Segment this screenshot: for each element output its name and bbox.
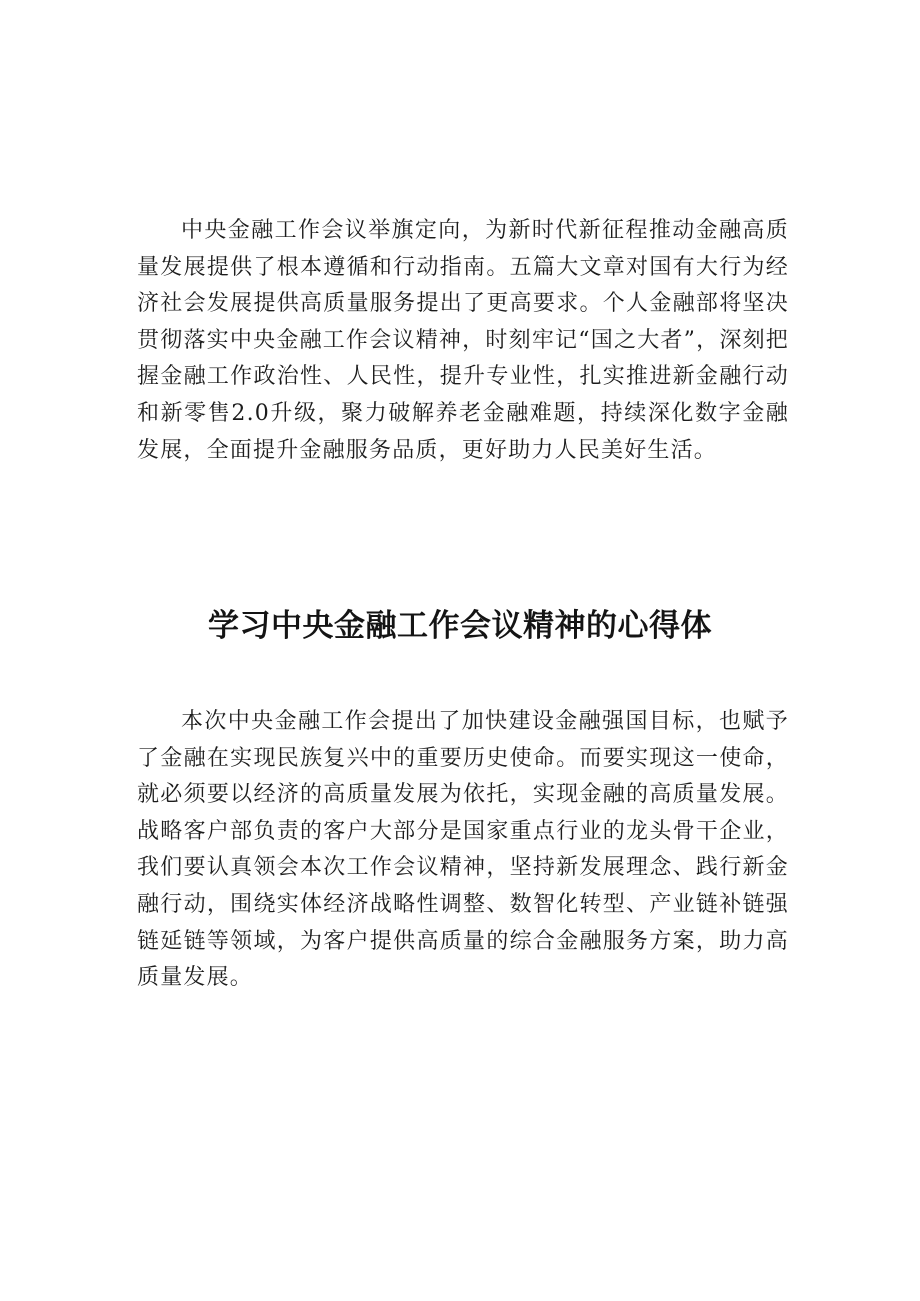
section-title: 学习中央金融工作会议精神的心得体 [208,608,712,644]
body-paragraph-1: 中央金融工作会议举旗定向，为新时代新征程推动金融高质量发展提供了根本遵循和行动指南。五篇大文章对国有大行为经济社会发展提供高质量服务提出了更高要求。个人金融部将坚决贯彻落实中央金融工作会议精神，时刻牢记“国之大者”，深刻把握金融工作政治性、人民性，提升专业性，扎实推进新金融行动和新零售2.0升级，聚力破解养老金融难题，持续深化数字金融发展，全面提升金融服务品质，更好助力人民美好生活。 [137,218,789,463]
body-paragraph-2: 本次中央金融工作会提出了加快建设金融强国目标，也赋予了金融在实现民族复兴中的重要历史使命。而要实现这一使命，就必须要以经济的高质量发展为依托，实现金融的高质量发展。战略客户部负责的客户大部分是国家重点行业的龙头骨干企业，我们要认真领会本次工作会议精神，坚持新发展理念、践行新金融行动，围绕实体经济战略性调整、数智化转型、产业链补链强链延链等领域，为客户提供高质量的综合金融服务方案，助力高质量发展。 [137,709,789,991]
